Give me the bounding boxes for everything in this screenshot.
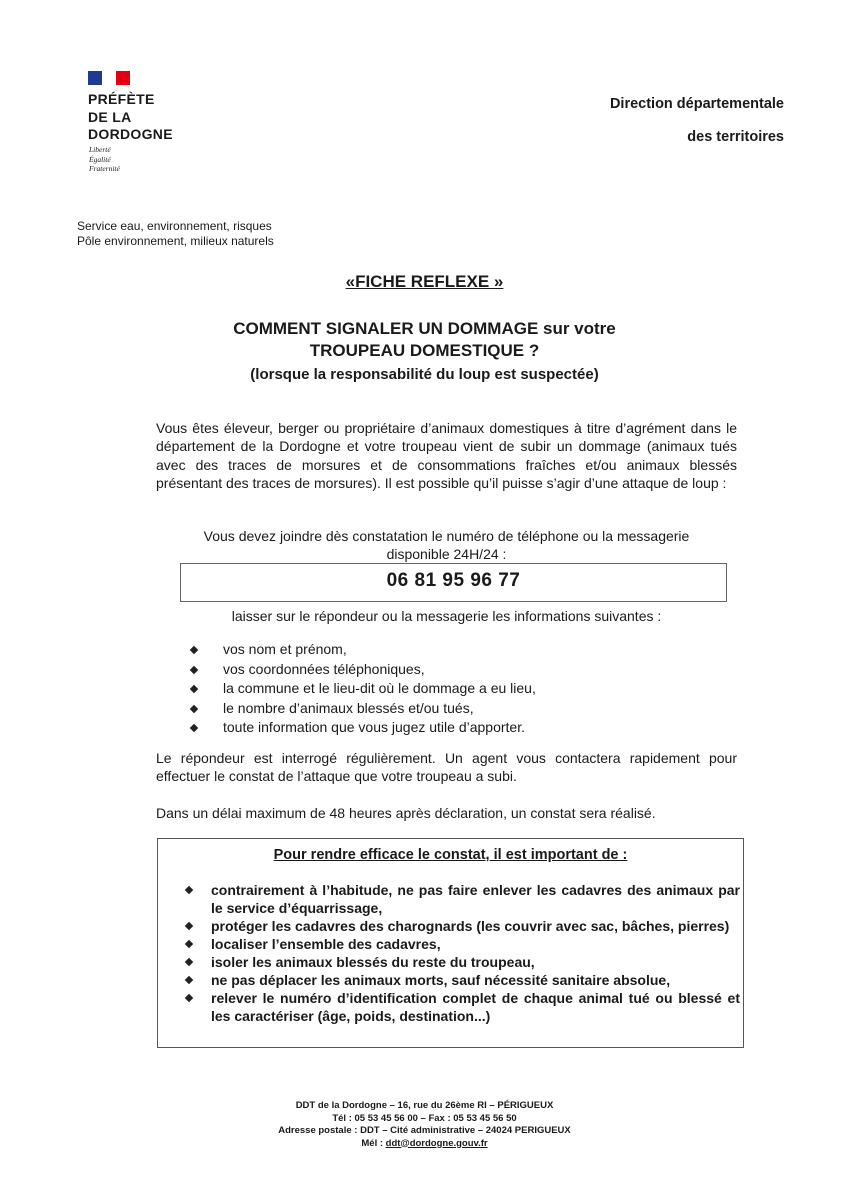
service-block bbox=[77, 219, 274, 249]
list-item bbox=[186, 989, 740, 1025]
fiche-reflexe-label bbox=[0, 272, 849, 292]
list-item bbox=[186, 881, 740, 917]
page-title bbox=[0, 318, 849, 362]
intro-paragraph: Vous êtes éleveur, berger ou propriétaire d’animaux domestiques à titre d’agrément dans le département de la Dordogne et votre troupeau vient de subir un dommage (animaux tués avec des traces de morsures et de consommations fraîches et/ou animaux blessés présentant des traces de morsures). Il est possible qu’il puisse s’agir d’une attaque de loup : bbox=[156, 420, 737, 491]
diamond-bullet-icon bbox=[185, 958, 193, 966]
flag-white-band bbox=[102, 71, 116, 85]
marianne-flag-logo bbox=[88, 71, 130, 85]
list-item bbox=[186, 971, 740, 989]
list-item-text: vos coordonnées téléphoniques, bbox=[223, 660, 425, 677]
motto-line: Liberté bbox=[89, 145, 111, 154]
important-list bbox=[186, 881, 740, 1025]
prefecture-line: DORDOGNE bbox=[88, 126, 173, 142]
contact-instruction-line: Vous devez joindre dès constatation le numéro de téléphone ou la messagerie bbox=[203, 528, 690, 544]
prefecture-line: PRÉFÈTE bbox=[88, 91, 155, 107]
contact-instruction bbox=[156, 527, 737, 564]
contact-instruction-line: disponible 24H/24 : bbox=[386, 546, 507, 563]
prefecture-line: DE LA bbox=[88, 108, 132, 125]
prefecture-name bbox=[88, 91, 173, 144]
diamond-bullet-icon bbox=[185, 994, 193, 1002]
list-item-text: ne pas déplacer les animaux morts, sauf nécessité sanitaire absolue, bbox=[211, 972, 671, 988]
list-item bbox=[191, 718, 536, 738]
list-item-text: la commune et le lieu-dit où le dommage a eu lieu, bbox=[223, 680, 536, 696]
list-item-text: toute information que vous jugez utile d’apporter. bbox=[223, 719, 525, 735]
footer-phone: Tél : 05 53 45 56 00 – Fax : 05 53 45 56 50 bbox=[332, 1112, 517, 1124]
list-item bbox=[186, 935, 740, 953]
list-item bbox=[191, 699, 536, 719]
footer bbox=[0, 1100, 849, 1150]
diamond-bullet-icon bbox=[185, 940, 193, 948]
diamond-bullet-icon bbox=[190, 685, 198, 693]
diamond-bullet-icon bbox=[185, 886, 193, 894]
list-item-text: localiser l’ensemble des cadavres, bbox=[211, 936, 441, 952]
footer-mail-link[interactable]: ddt@dordogne.gouv.fr bbox=[385, 1137, 488, 1149]
list-item bbox=[191, 660, 536, 680]
info-list bbox=[191, 640, 536, 738]
list-item-text: contrairement à l’habitude, ne pas faire enlever les cadavres des animaux par le service d’équarrissage, bbox=[211, 882, 740, 916]
fiche-reflexe-text: «FICHE REFLEXE » bbox=[345, 272, 504, 291]
answering-machine-paragraph: Le répondeur est interrogé régulièrement. Un agent vous contactera rapidement pour effectuer le constat de l’attaque que votre troupeau a subi. bbox=[156, 750, 737, 785]
list-item-text: isoler les animaux blessés du reste du troupeau, bbox=[211, 954, 535, 970]
direction-line: des territoires bbox=[687, 129, 784, 145]
page-subtitle: (lorsque la responsabilité du loup est suspectée) bbox=[250, 366, 599, 383]
leave-message-instruction: laisser sur le répondeur ou la messagerie les informations suivantes : bbox=[231, 608, 662, 624]
delay-paragraph: Dans un délai maximum de 48 heures après déclaration, un constat sera réalisé. bbox=[156, 805, 656, 821]
motto-line: Égalité bbox=[89, 154, 111, 164]
footer-mail-label: Mél : bbox=[361, 1137, 384, 1149]
list-item-text: vos nom et prénom, bbox=[223, 641, 347, 657]
important-box-title-text: Pour rendre efficace le constat, il est important de : bbox=[273, 847, 628, 863]
republic-motto bbox=[89, 145, 120, 174]
list-item bbox=[186, 953, 740, 971]
diamond-bullet-icon bbox=[190, 704, 198, 712]
diamond-bullet-icon bbox=[185, 976, 193, 984]
service-line: Service eau, environnement, risques bbox=[77, 219, 272, 233]
flag-red-band bbox=[116, 71, 130, 85]
list-item-text: le nombre d’animaux blessés et/ou tués, bbox=[223, 699, 474, 716]
diamond-bullet-icon bbox=[190, 724, 198, 732]
footer-address: DDT de la Dordogne – 16, rue du 26ème RI – PÉRIGUEUX bbox=[295, 1100, 554, 1111]
list-item-text: relever le numéro d’identification complet de chaque animal tué ou blessé et les caractériser (âge, poids, destination...) bbox=[211, 990, 740, 1024]
title-line: TROUPEAU DOMESTIQUE ? bbox=[309, 341, 540, 360]
diamond-bullet-icon bbox=[190, 665, 198, 673]
list-item bbox=[186, 917, 740, 935]
diamond-bullet-icon bbox=[190, 646, 198, 654]
motto-line: Fraternité bbox=[89, 164, 120, 173]
flag-blue-band bbox=[88, 71, 102, 85]
direction-line: Direction départementale bbox=[609, 96, 784, 112]
title-line: COMMENT SIGNALER UN DOMMAGE sur votre bbox=[233, 319, 616, 338]
important-box-title bbox=[158, 847, 743, 863]
important-box bbox=[157, 838, 744, 1048]
footer-postal: Adresse postale : DDT – Cité administrative – 24024 PERIGUEUX bbox=[278, 1125, 571, 1136]
list-item bbox=[191, 679, 536, 699]
service-line: Pôle environnement, milieux naturels bbox=[77, 234, 274, 248]
diamond-bullet-icon bbox=[185, 922, 193, 930]
phone-number: 06 81 95 96 77 bbox=[386, 570, 521, 591]
direction-name bbox=[610, 88, 784, 154]
footer-mail bbox=[0, 1138, 849, 1151]
phone-box bbox=[180, 563, 727, 602]
list-item bbox=[191, 640, 536, 660]
list-item-text: protéger les cadavres des charognards (les couvrir avec sac, bâches, pierres) bbox=[211, 918, 730, 934]
